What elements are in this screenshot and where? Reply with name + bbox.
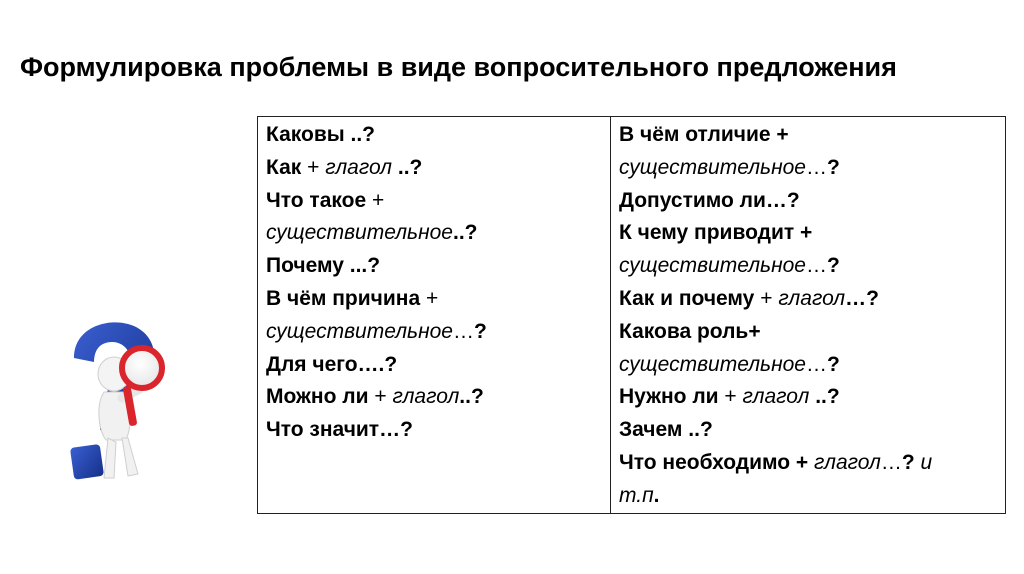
question-text: Для чего….? <box>266 352 398 376</box>
question-text: глагол <box>325 155 393 179</box>
question-text: Можно ли <box>266 385 369 409</box>
question-line <box>619 152 997 185</box>
question-line <box>266 217 602 250</box>
question-text: ..? <box>459 385 484 409</box>
question-line <box>266 283 602 316</box>
question-text: Допустимо ли…? <box>619 188 800 212</box>
question-line <box>266 119 602 152</box>
question-text: + <box>754 286 779 310</box>
question-line <box>619 447 997 480</box>
question-line <box>619 414 997 447</box>
question-text: + <box>301 155 326 179</box>
question-text: + <box>368 385 393 409</box>
question-text: Какова роль+ <box>619 319 761 343</box>
question-line <box>266 250 602 283</box>
right-column <box>611 117 1005 513</box>
question-line <box>619 185 997 218</box>
question-line <box>619 119 997 152</box>
question-line <box>619 480 997 513</box>
question-text: Как <box>266 155 302 179</box>
question-text: + <box>718 385 743 409</box>
question-text: ..? <box>453 221 478 245</box>
question-line <box>266 185 602 218</box>
question-text: К чему приводит + <box>619 221 813 245</box>
question-line <box>266 414 602 447</box>
question-line <box>266 316 602 349</box>
question-text: … <box>806 155 827 179</box>
question-line <box>619 381 997 414</box>
question-text: существительное <box>266 319 453 343</box>
question-text: В чём отличие + <box>619 123 789 146</box>
question-text: ? <box>827 352 840 376</box>
question-line <box>619 316 997 349</box>
question-text: Нужно ли <box>619 385 719 409</box>
question-text: … <box>880 450 902 474</box>
question-line <box>619 283 997 316</box>
question-text: Как и почему <box>619 286 755 310</box>
question-line <box>619 250 997 283</box>
question-line <box>266 381 602 414</box>
question-text: ? <box>827 254 840 278</box>
question-text: глагол <box>808 450 881 474</box>
question-text: …? <box>845 286 879 310</box>
question-text: ? <box>474 319 487 343</box>
question-text: существительное <box>619 352 806 376</box>
question-text: ? <box>827 155 840 179</box>
question-text: … <box>806 254 827 278</box>
question-text: глагол <box>392 385 460 409</box>
question-line <box>266 349 602 382</box>
question-text: Что такое <box>266 188 367 212</box>
question-text: глагол <box>778 286 846 310</box>
page-title: Формулировка проблемы в виде вопросительного предложения <box>20 52 897 82</box>
question-mark-illustration <box>66 318 176 488</box>
question-text: т.п <box>619 483 654 507</box>
question-text: + <box>366 188 385 212</box>
question-text: + <box>420 286 439 310</box>
question-text: глагол <box>742 385 810 409</box>
question-line <box>619 349 997 382</box>
question-line <box>266 152 602 185</box>
question-text: ? <box>901 450 915 474</box>
question-text: Каковы ..? <box>266 123 375 146</box>
question-text: Зачем ..? <box>619 418 713 442</box>
question-table <box>257 116 1006 514</box>
question-text: Почему ...? <box>266 254 381 278</box>
question-line <box>619 217 997 250</box>
question-text: . <box>653 483 660 507</box>
question-text: … <box>806 352 827 376</box>
question-text: ..? <box>392 155 423 179</box>
question-text: … <box>453 319 474 343</box>
figure-with-magnifier-and-question-mark-icon <box>66 318 176 493</box>
left-column <box>258 117 611 513</box>
question-text: существительное <box>619 254 806 278</box>
question-text: существительное <box>619 155 806 179</box>
question-text: Что значит…? <box>266 418 413 442</box>
question-text: и <box>914 450 933 474</box>
question-text: ..? <box>809 385 840 409</box>
question-text: Что необходимо + <box>619 450 809 474</box>
question-text: В чём причина <box>266 286 421 310</box>
question-text: существительное <box>266 221 453 245</box>
